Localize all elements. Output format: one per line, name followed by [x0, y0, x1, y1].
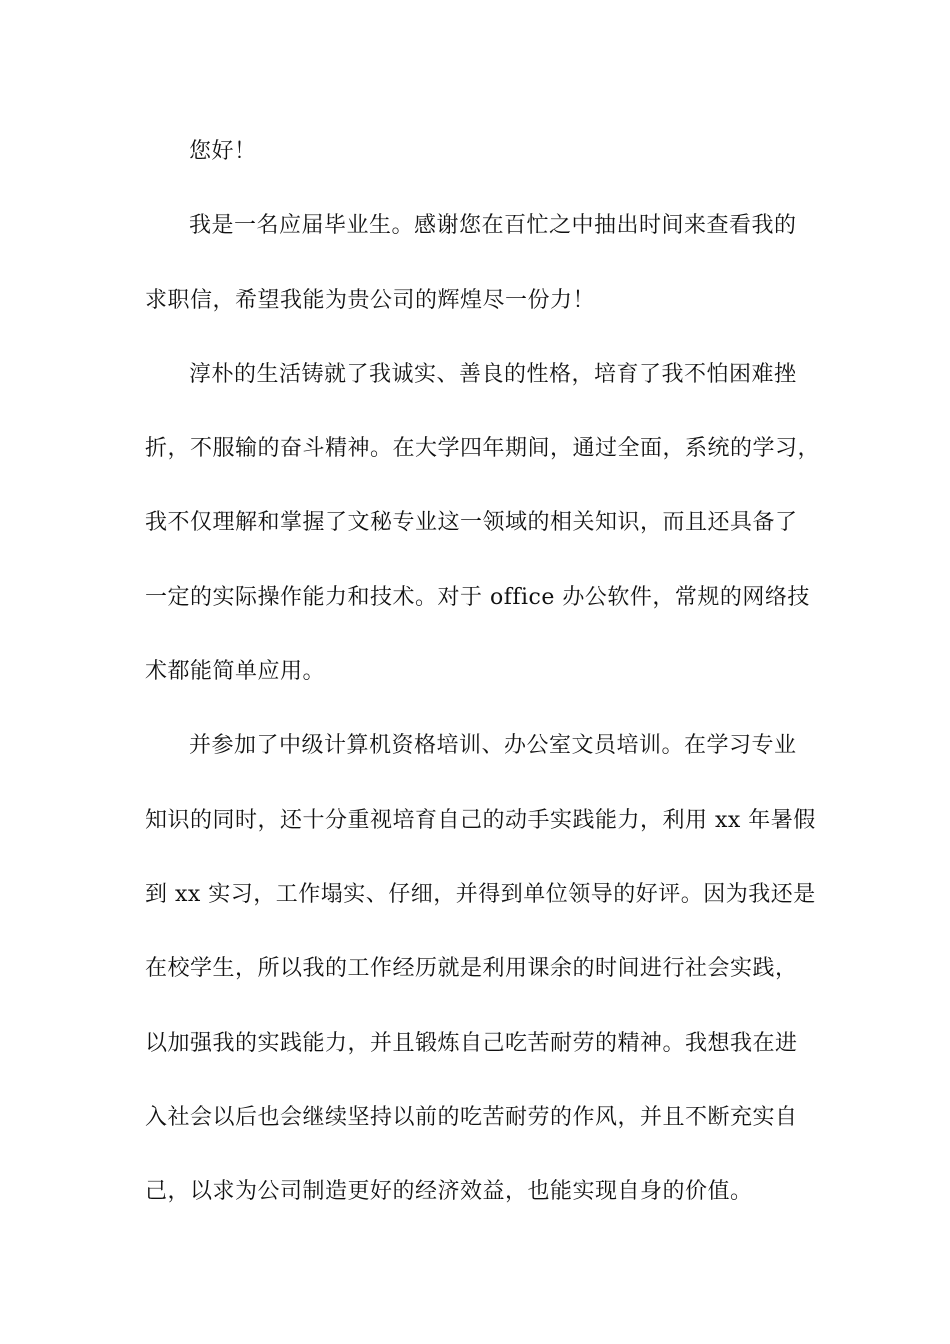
paragraph-2-line-1: 淳朴的生活铸就了我诚实、善良的性格，培育了我不怕困难挫 — [189, 362, 797, 387]
paragraph-3-line-5: 以加强我的实践能力，并且锻炼自己吃苦耐劳的精神。我想我在进 — [145, 1031, 798, 1056]
paragraph-2-line-2: 折，不服输的奋斗精神。在大学四年期间，通过全面，系统的学习， — [145, 436, 821, 461]
paragraph-3-line-4: 在校学生，所以我的工作经历就是利用课余的时间进行社会实践， — [145, 956, 798, 981]
paragraph-3-line-1: 并参加了中级计算机资格培训、办公室文员培训。在学习专业 — [189, 733, 797, 758]
paragraph-3-line-2: 知识的同时，还十分重视培育自己的动手实践能力，利用 xx 年暑假 — [145, 808, 816, 833]
paragraph-2-line-3: 我不仅理解和掌握了文秘专业这一领域的相关知识，而且还具备了 — [145, 510, 798, 535]
paragraph-2-line-4: 一定的实际操作能力和技术。对于 office 办公软件，常规的网络技 — [145, 585, 810, 610]
paragraph-3-line-6: 入社会以后也会继续坚持以前的吃苦耐劳的作风，并且不断充实自 — [145, 1105, 798, 1130]
paragraph-3-line-3: 到 xx 实习，工作塌实、仔细，并得到单位领导的好评。因为我还是 — [145, 882, 816, 907]
paragraph-2-line-5: 术都能简单应用。 — [145, 659, 326, 684]
paragraph-1-line-1: 我是一名应届毕业生。感谢您在百忙之中抽出时间来查看我的 — [189, 213, 797, 238]
paragraph-1-line-2: 求职信，希望我能为贵公司的辉煌尽一份力！ — [145, 288, 596, 313]
greeting: 您好！ — [189, 139, 257, 164]
paragraph-3-line-7: 己，以求为公司制造更好的经济效益，也能实现自身的价值。 — [145, 1179, 753, 1204]
